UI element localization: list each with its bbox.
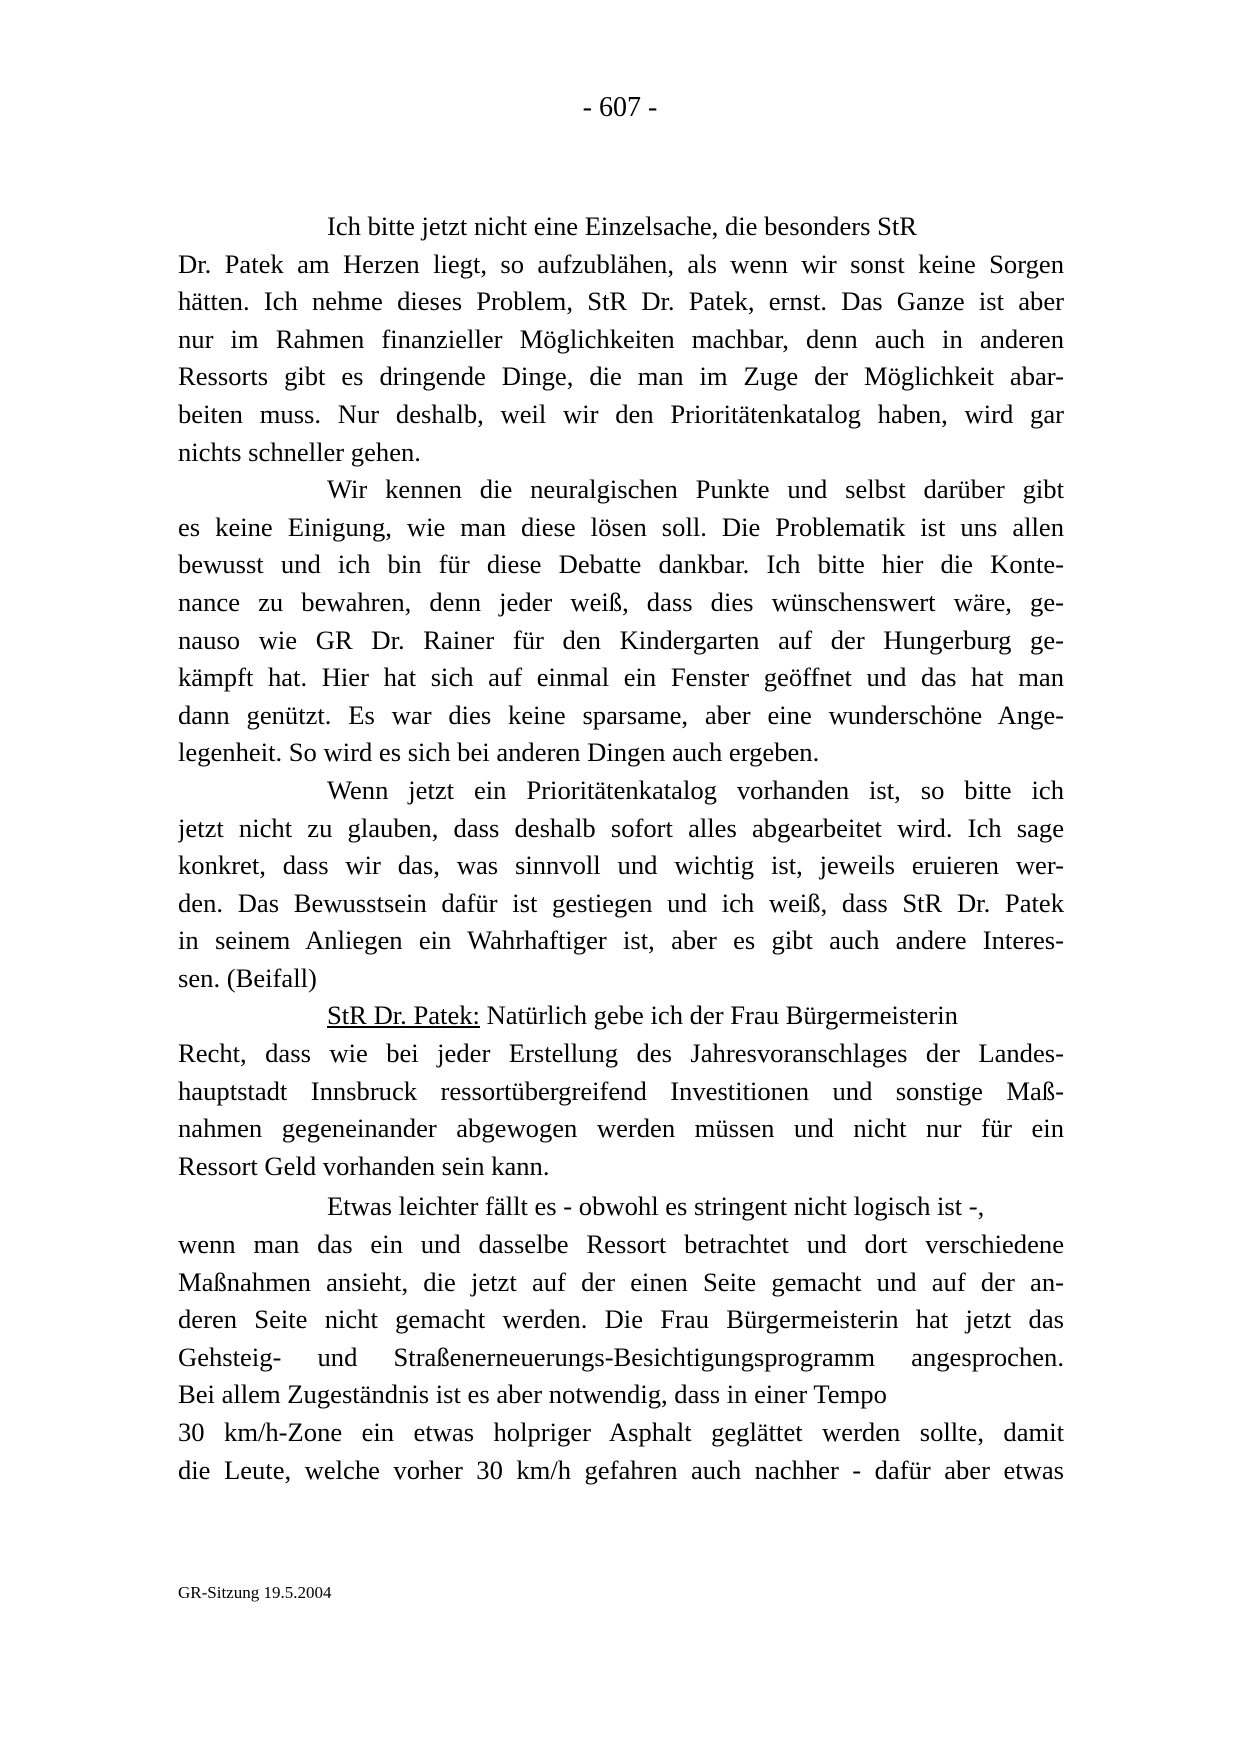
text-line: Ich bitte jetzt nicht eine Einzelsache, die besonders StR [327,211,918,241]
text-line: es keine Einigung, wie man diese lösen soll. Die Problematik ist uns allen [178,511,1064,542]
footer-session-date: GR-Sitzung 19.5.2004 [178,1583,332,1602]
text-line: den. Das Bewusstsein dafür ist gestiegen und ich weiß, dass StR Dr. Patek [178,887,1064,918]
text-line: in seinem Anliegen ein Wahrhaftiger ist, aber es gibt auch andere Interes- [178,925,1064,956]
text-line: hauptstadt Innsbruck ressortübergreifend Investitionen und sonstige Maß- [178,1075,1064,1106]
text-line: die Leute, welche vorher 30 km/h gefahren auch nachher - dafür aber etwas [178,1454,1064,1485]
text-line: Ressort Geld vorhanden sein kann. [178,1150,550,1181]
text-line: bewusst und ich bin für diese Debatte dankbar. Ich bitte hier die Konte- [178,549,1064,580]
body-text [178,208,1064,1489]
text-line: Recht, dass wie bei jeder Erstellung des Jahresvoranschlages der Landes- [178,1038,1064,1069]
text-line: Dr. Patek am Herzen liegt, so aufzublähen, als wenn wir sonst keine Sorgen [178,248,1064,279]
speaker-line [178,997,1064,1035]
text-line: Maßnahmen ansieht, die jetzt auf der einen Seite gemacht und auf der an- [178,1266,1064,1297]
page-number: - 607 - [582,92,658,123]
text-line: 30 km/h-Zone ein etwas holpriger Asphalt geglättet werden sollte, damit [178,1417,1064,1447]
text-line: nahmen gegeneinander abgewogen werden müssen und nicht nur für ein [178,1113,1064,1144]
text-line: jetzt nicht zu glauben, dass deshalb sofort alles abgearbeitet wird. Ich sage [178,812,1064,843]
text-line: wenn man das ein und dasselbe Ressort betrachtet und dort verschiedene [178,1229,1064,1260]
speaker-name: StR Dr. Patek: [327,1000,480,1031]
text-line: nur im Rahmen finanzieller Möglichkeiten machbar, denn auch in anderen [178,323,1064,354]
text-line: beiten muss. Nur deshalb, weil wir den Prioritätenkatalog haben, wird gar [178,398,1064,429]
text-line: kämpft hat. Hier hat sich auf einmal ein Fenster geöffnet und das hat man [178,662,1064,693]
text-line: Ressorts gibt es dringende Dinge, die man im Zuge der Möglichkeit abar- [178,361,1064,392]
text-line: Etwas leichter fällt es - obwohl es stringent nicht logisch ist -, [327,1191,985,1222]
text-line: sen. (Beifall) [178,962,317,993]
text-line: dann genützt. Es war dies keine sparsame, aber eine wunderschöne Ange- [178,699,1064,730]
text-line: deren Seite nicht gemacht werden. Die Frau Bürgermeisterin hat jetzt das [178,1304,1064,1335]
speaker-line-rest: Natürlich gebe ich der Frau Bürgermeisterin [479,1000,958,1031]
text-line: hätten. Ich nehme dieses Problem, StR Dr. Patek, ernst. Das Ganze ist aber [178,286,1064,317]
text-line: legenheit. So wird es sich bei anderen Dingen auch ergeben. [178,737,820,768]
text-line: Wir kennen die neuralgischen Punkte und selbst darüber gibt [327,474,1064,505]
text-line: Bei allem Zugeständnis ist es aber notwendig, dass in einer Tempo [178,1379,887,1410]
text-line: Wenn jetzt ein Prioritätenkatalog vorhanden ist, so bitte ich [327,774,1064,805]
text-line: nance zu bewahren, denn jeder weiß, dass dies wünschenswert wäre, ge- [178,586,1064,617]
text-line: nichts schneller gehen. [178,436,421,467]
text-line: konkret, dass wir das, was sinnvoll und wichtig ist, jeweils eruieren wer- [178,850,1064,881]
text-line: Gehsteig- und Straßenerneuerungs-Besichtigungsprogramm angesprochen. [178,1341,1064,1372]
text-line: nauso wie GR Dr. Rainer für den Kindergarten auf der Hungerburg ge- [178,624,1064,655]
